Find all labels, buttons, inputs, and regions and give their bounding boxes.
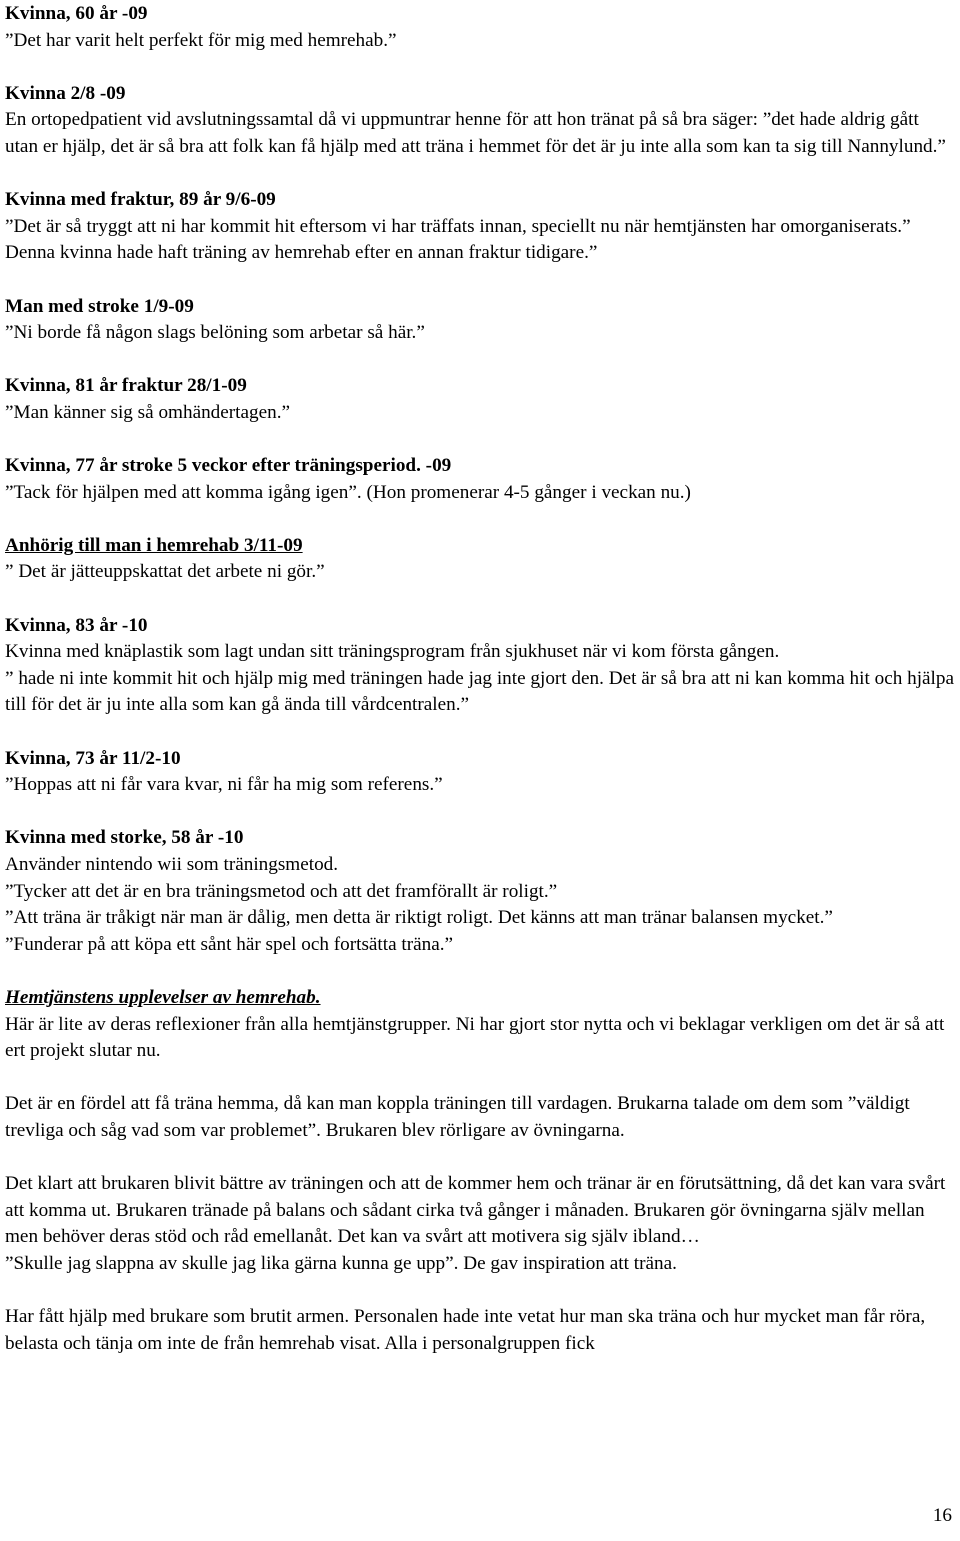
section-paragraph xyxy=(5,1171,955,1277)
testimonial-entry xyxy=(5,746,955,799)
section-heading: Hemtjänstens upplevelser av hemrehab. xyxy=(5,986,321,1008)
entry-heading: Kvinna, 83 år -10 xyxy=(5,614,148,636)
entry-text: ”Funderar på att köpa ett sånt här spel och fortsätta träna.” xyxy=(5,933,454,955)
entry-text: ”Det har varit helt perfekt för mig med hemrehab.” xyxy=(5,29,397,51)
entry-text: Denna kvinna hade haft träning av hemrehab efter en annan fraktur tidigare.” xyxy=(5,242,598,264)
entry-text: ”Tack för hjälpen med att komma igång igen”. (Hon promenerar 4-5 gånger i veckan nu.) xyxy=(5,481,691,503)
home-care-section xyxy=(5,985,955,1357)
testimonial-entry xyxy=(5,373,955,426)
section-paragraph xyxy=(5,1012,955,1065)
document-page xyxy=(5,0,955,1384)
entry-text: Använder nintendo wii som träningsmetod. xyxy=(5,854,339,875)
testimonial-entry xyxy=(5,294,955,347)
entry-text: ”Tycker att det är en bra träningsmetod och att det framförallt är roligt.” xyxy=(5,880,558,902)
paragraph-text: Det är en fördel att få träna hemma, då kan man koppla träningen till vardagen. Brukarna talade om dem som ”väldigt trevliga och såg vad som var problemet”. Brukaren blev rörligare av övningarna. xyxy=(5,1093,910,1141)
entry-text: ”Hoppas att ni får vara kvar, ni får ha mig som referens.” xyxy=(5,774,443,796)
entry-text: En ortopedpatient vid avslutningssamtal då vi uppmuntrar henne för att hon tränat på så bra säger: ”det hade aldrig gått utan er hjälp, det är så bra att folk kan få hjälp med att träna i hemmet för det är ju inte alla som kan ta sig till Nannylund.” xyxy=(5,109,946,157)
testimonial-entry xyxy=(5,1,955,54)
entry-text: ”Ni borde få någon slags belöning som arbetar så här.” xyxy=(5,322,425,344)
entry-text: Kvinna med knäplastik som lagt undan sitt träningsprogram från sjukhuset när vi kom första gången. xyxy=(5,641,780,663)
paragraph-text: Det klart att brukaren blivit bättre av träningen och att de kommer hem och tränar är en förutsättning, då det kan vara svårt att komma ut. Brukaren tränade på balans och sådant cirka två gånger i månaden. Brukaren gör övningarna själv mellan men behöver deras stöd och råd emellanåt. Det kan va svårt att motivera sig själv ibland… xyxy=(5,1173,946,1248)
entry-heading: Anhörig till man i hemrehab 3/11-09 xyxy=(5,534,303,556)
entry-text: ”Man känner sig så omhändertagen.” xyxy=(5,401,291,423)
entry-heading: Kvinna 2/8 -09 xyxy=(5,82,126,104)
testimonial-entry xyxy=(5,533,955,586)
paragraph-text: Har fått hjälp med brukare som brutit armen. Personalen hade inte vetat hur man ska träna och hur mycket man får röra, belasta och tänja om inte de från hemrehab visat. Alla i personalgruppen fick xyxy=(5,1306,926,1354)
section-paragraph xyxy=(5,1304,955,1357)
entry-heading: Kvinna, 81 år fraktur 28/1-09 xyxy=(5,375,247,397)
testimonial-entry xyxy=(5,825,955,958)
entry-heading: Kvinna med fraktur, 89 år 9/6-09 xyxy=(5,189,276,211)
entry-text: ” hade ni inte kommit hit och hjälp mig med träningen hade jag inte gjort den. Det är så bra att ni kan komma hit och hjälpa till för det är ju inte alla som kan gå ända till vårdcentralen.” xyxy=(5,667,954,716)
paragraph-text: Här är lite av deras reflexioner från alla hemtjänstgrupper. Ni har gjort stor nytta och vi beklagar verkligen om det är så att ert projekt slutar nu. xyxy=(5,1013,945,1062)
testimonial-entry xyxy=(5,187,955,267)
entry-heading: Kvinna, 73 år 11/2-10 xyxy=(5,747,181,769)
entry-heading: Man med stroke 1/9-09 xyxy=(5,295,194,317)
testimonial-entry xyxy=(5,453,955,506)
entry-text: ”Det är så tryggt att ni har kommit hit eftersom vi har träffats innan, speciellt nu när hemtjänsten har omorganiserats.” xyxy=(5,215,911,237)
entry-text: ”Att träna är tråkigt när man är dålig, men detta är riktigt roligt. Det känns att man tränar balansen mycket.” xyxy=(5,907,833,929)
paragraph-text: ”Skulle jag slappna av skulle jag lika gärna kunna ge upp”. De gav inspiration att träna. xyxy=(5,1252,677,1274)
entry-heading: Kvinna, 77 år stroke 5 veckor efter träningsperiod. -09 xyxy=(5,455,452,477)
entry-text: ” Det är jätteuppskattat det arbete ni gör.” xyxy=(5,561,325,583)
section-paragraph xyxy=(5,1091,955,1144)
entry-heading: Kvinna med storke, 58 år -10 xyxy=(5,827,244,849)
testimonial-entry xyxy=(5,81,955,161)
testimonial-entry xyxy=(5,613,955,719)
page-number: 16 xyxy=(932,1505,952,1526)
testimonial-list xyxy=(5,1,955,958)
entry-heading: Kvinna, 60 år -09 xyxy=(5,3,148,24)
section-paragraphs xyxy=(5,1012,955,1358)
